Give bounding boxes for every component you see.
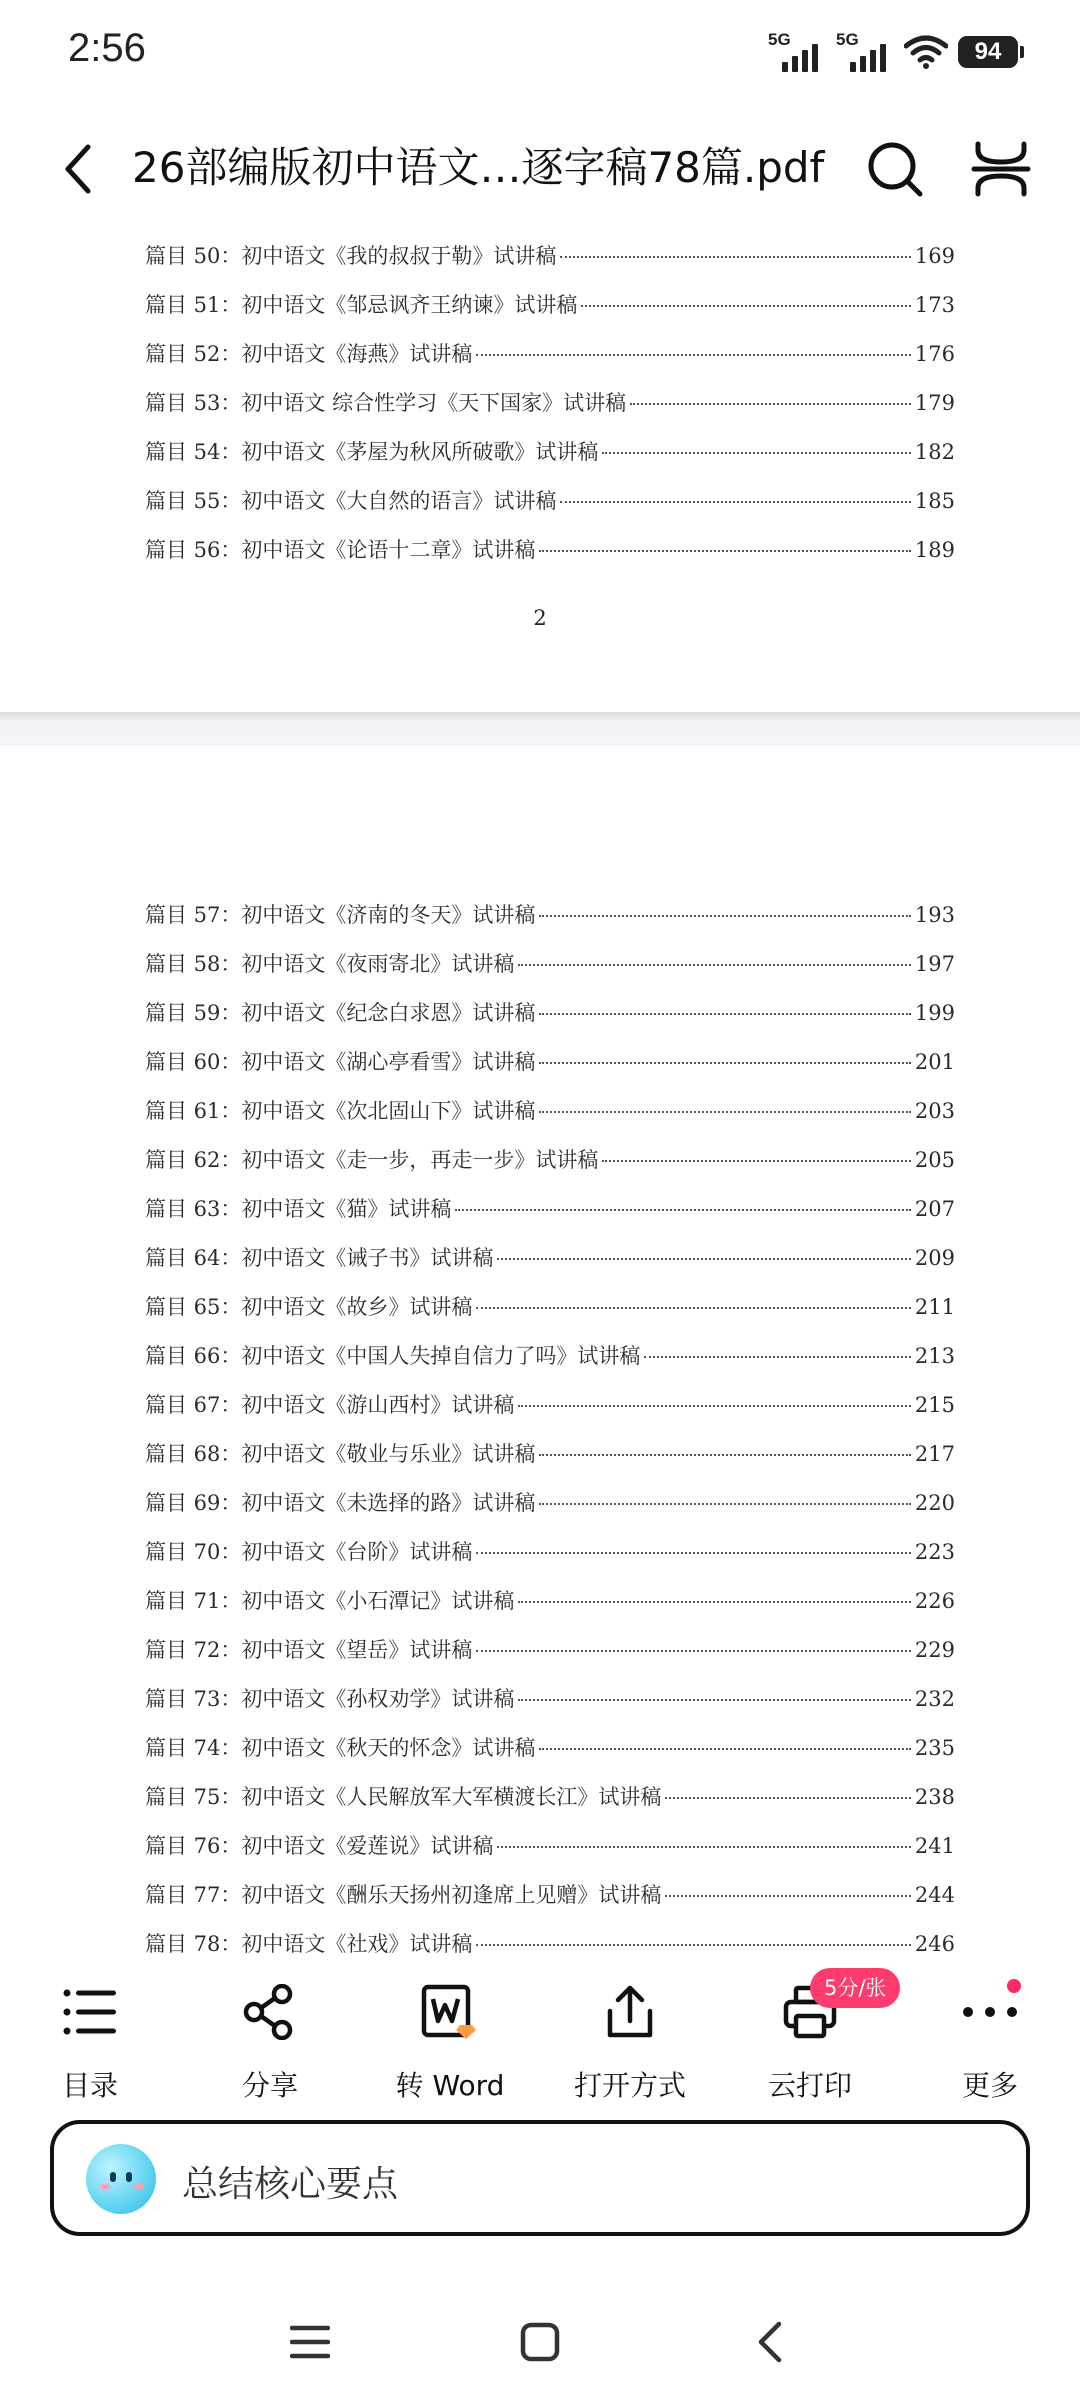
toc-leader-dots	[539, 1748, 911, 1750]
toc-leader-dots	[539, 1454, 911, 1456]
toc-entry[interactable]	[145, 1193, 955, 1233]
bottom-toolbar	[0, 1960, 1080, 2100]
toc-leader-dots	[581, 305, 911, 307]
toc-leader-dots	[476, 1552, 911, 1554]
toc-entry-title: 篇目 64：初中语文《诫子书》试讲稿	[145, 1246, 494, 1270]
toc-entry[interactable]	[145, 338, 955, 378]
toc-entry-page: 213	[914, 1344, 955, 1368]
more-button[interactable]: 更多	[915, 1976, 1065, 2096]
toc-leader-dots	[602, 1160, 911, 1162]
home-button[interactable]	[510, 2312, 570, 2372]
toc-entry-title: 篇目 54：初中语文《茅屋为秋风所破歌》试讲稿	[145, 440, 599, 464]
toc-entry-page: 203	[914, 1099, 955, 1123]
toc-entry[interactable]	[145, 1732, 955, 1772]
toc-entry-page: 238	[914, 1785, 955, 1809]
toc-entry-title: 篇目 73：初中语文《孙权劝学》试讲稿	[145, 1687, 515, 1711]
wifi-icon	[904, 34, 948, 70]
toc-entry-page: 229	[914, 1638, 955, 1662]
toc-entry-page: 199	[914, 1001, 955, 1025]
reading-mode-button[interactable]	[968, 136, 1034, 202]
toc-leader-dots	[476, 354, 911, 356]
notification-dot	[1007, 1979, 1021, 1993]
toc-entry-title: 篇目 71：初中语文《小石潭记》试讲稿	[145, 1589, 515, 1613]
signal-icon-sim2: 5G	[836, 30, 894, 74]
toc-leader-dots	[476, 1650, 911, 1652]
toc-entry[interactable]	[145, 485, 955, 525]
toc-leader-dots	[539, 1503, 911, 1505]
chevron-left-icon	[60, 141, 96, 197]
back-button[interactable]	[48, 134, 108, 204]
toc-leader-dots	[455, 1209, 911, 1211]
share-icon	[242, 1984, 298, 2040]
assistant-avatar-icon	[86, 2144, 156, 2214]
toc-entry[interactable]	[145, 1095, 955, 1135]
toc-entry-page: 232	[914, 1687, 955, 1711]
toc-entry-page: 193	[914, 903, 955, 927]
summarize-label: 总结核心要点	[182, 2164, 399, 2205]
toc-entry-page: 173	[914, 293, 955, 317]
toc-leader-dots	[476, 1944, 911, 1946]
toc-leader-dots	[560, 501, 911, 503]
toc-leader-dots	[539, 1111, 911, 1113]
toc-entry[interactable]	[145, 948, 955, 988]
toc-entry[interactable]	[145, 1683, 955, 1723]
toc-entry[interactable]	[145, 1291, 955, 1331]
toc-entry-page: 201	[914, 1050, 955, 1074]
convert-to-word-button[interactable]: 转 Word	[375, 1976, 525, 2096]
square-icon	[520, 2322, 560, 2362]
toc-entry-title: 篇目 67：初中语文《游山西村》试讲稿	[145, 1393, 515, 1417]
status-icons	[768, 30, 1018, 74]
toc-entry-title: 篇目 53：初中语文 综合性学习《天下国家》试讲稿	[145, 391, 627, 415]
toc-leader-dots	[539, 1013, 911, 1015]
toc-entry-page: 179	[914, 391, 955, 415]
toc-entry-title: 篇目 56：初中语文《论语十二章》试讲稿	[145, 538, 536, 562]
toc-entry[interactable]	[145, 1487, 955, 1527]
toc-entry[interactable]	[145, 1389, 955, 1429]
toc-leader-dots	[497, 1846, 911, 1848]
toc-entry-title: 篇目 72：初中语文《望岳》试讲稿	[145, 1638, 473, 1662]
toc-entry[interactable]	[145, 1536, 955, 1576]
toc-entry-title: 篇目 77：初中语文《酬乐天扬州初逢席上见赠》试讲稿	[145, 1883, 662, 1907]
system-back-button[interactable]	[740, 2312, 800, 2372]
search-button[interactable]	[862, 136, 928, 202]
toc-entry[interactable]	[145, 534, 955, 574]
status-time: 2:56	[68, 26, 146, 70]
toc-leader-dots	[630, 403, 911, 405]
toc-entry-title: 篇目 50：初中语文《我的叔叔于勒》试讲稿	[145, 244, 557, 268]
cloud-print-button[interactable]: 云打印	[735, 1976, 885, 2096]
battery-icon: 94	[958, 36, 1018, 68]
toc-leader-dots	[518, 1699, 911, 1701]
toc-entry-page: 217	[914, 1442, 955, 1466]
status-bar	[0, 0, 1080, 100]
toc-entry[interactable]	[145, 240, 955, 280]
toc-leader-dots	[539, 550, 911, 552]
page-separator	[0, 712, 1080, 746]
toc-entry-title: 篇目 74：初中语文《秋天的怀念》试讲稿	[145, 1736, 536, 1760]
share-button[interactable]: 分享	[195, 1976, 345, 2096]
toc-entry-title: 篇目 55：初中语文《大自然的语言》试讲稿	[145, 489, 557, 513]
toc-entry[interactable]	[145, 1144, 955, 1184]
toc-entry[interactable]	[145, 1830, 955, 1870]
toc-entry[interactable]	[145, 1046, 955, 1086]
toc-leader-dots	[518, 1601, 911, 1603]
toc-entry-page: 211	[914, 1295, 955, 1319]
contents-button[interactable]: 目录	[15, 1976, 165, 2096]
app-header	[0, 110, 1080, 230]
toc-entry-title: 篇目 70：初中语文《台阶》试讲稿	[145, 1540, 473, 1564]
toc-entry[interactable]	[145, 1585, 955, 1625]
toc-entry-title: 篇目 57：初中语文《济南的冬天》试讲稿	[145, 903, 536, 927]
toc-entry-title: 篇目 65：初中语文《故乡》试讲稿	[145, 1295, 473, 1319]
toc-entry-page: 246	[914, 1932, 955, 1956]
toc-entry-title: 篇目 62：初中语文《走一步，再走一步》试讲稿	[145, 1148, 599, 1172]
toc-entry[interactable]	[145, 1242, 955, 1282]
toc-leader-dots	[665, 1895, 911, 1897]
toc-entry-title: 篇目 75：初中语文《人民解放军大军横渡长江》试讲稿	[145, 1785, 662, 1809]
page-number: 2	[533, 606, 547, 630]
toc-leader-dots	[539, 1062, 911, 1064]
toc-leader-dots	[560, 256, 911, 258]
toc-entry-page: 182	[914, 440, 955, 464]
recent-apps-button[interactable]	[280, 2312, 340, 2372]
summarize-key-points-button[interactable]	[50, 2120, 1030, 2236]
toc-leader-dots	[602, 452, 911, 454]
toc-entry-title: 篇目 69：初中语文《未选择的路》试讲稿	[145, 1491, 536, 1515]
toc-entry-title: 篇目 76：初中语文《爱莲说》试讲稿	[145, 1834, 494, 1858]
toc-entry[interactable]	[145, 1634, 955, 1674]
toc-entry-page: 169	[914, 244, 955, 268]
toc-entry-title: 篇目 60：初中语文《湖心亭看雪》试讲稿	[145, 1050, 536, 1074]
signal-icon-sim1: 5G	[768, 30, 826, 74]
toc-entry-page: 207	[914, 1197, 955, 1221]
more-icon	[960, 2002, 1020, 2022]
system-nav-bar	[0, 2280, 1080, 2401]
toc-entry-title: 篇目 63：初中语文《猫》试讲稿	[145, 1197, 452, 1221]
toc-entry-page: 215	[914, 1393, 955, 1417]
toc-leader-dots	[518, 1405, 911, 1407]
toc-entry[interactable]	[145, 899, 955, 939]
toc-leader-dots	[665, 1797, 911, 1799]
toc-entry-title: 篇目 52：初中语文《海燕》试讲稿	[145, 342, 473, 366]
toc-entry-page: 241	[914, 1834, 955, 1858]
toc-entry[interactable]	[145, 387, 955, 427]
toc-entry[interactable]	[145, 436, 955, 476]
toc-leader-dots	[497, 1258, 911, 1260]
toc-entry-page: 189	[914, 538, 955, 562]
toc-entry-page: 176	[914, 342, 955, 366]
word-icon	[420, 1983, 480, 2041]
toc-entry-title: 篇目 51：初中语文《邹忌讽齐王纳谏》试讲稿	[145, 293, 578, 317]
toc-entry[interactable]	[145, 1781, 955, 1821]
toc-entry-title: 篇目 59：初中语文《纪念白求恩》试讲稿	[145, 1001, 536, 1025]
toc-entry-page: 209	[914, 1246, 955, 1270]
toc-entry-title: 篇目 66：初中语文《中国人失掉自信力了吗》试讲稿	[145, 1344, 641, 1368]
toc-leader-dots	[476, 1307, 911, 1309]
toc-entry-page: 220	[914, 1491, 955, 1515]
reading-mode-icon	[968, 136, 1034, 202]
toc-entry-page: 205	[914, 1148, 955, 1172]
toc-entry-page: 185	[914, 489, 955, 513]
list-icon	[62, 1987, 118, 2037]
toc-entry[interactable]	[145, 1340, 955, 1380]
upload-icon	[602, 1983, 658, 2041]
toc-entry-page: 244	[914, 1883, 955, 1907]
document-title: 26部编版初中语文…逐字稿78篇.pdf	[132, 143, 825, 192]
toc-entry-title: 篇目 58：初中语文《夜雨寄北》试讲稿	[145, 952, 515, 976]
pdf-page-1	[0, 228, 1080, 712]
toc-entry[interactable]	[145, 1879, 955, 1919]
pdf-page-2	[0, 746, 1080, 1966]
toc-entry-page: 235	[914, 1736, 955, 1760]
toc-entry-title: 篇目 61：初中语文《次北固山下》试讲稿	[145, 1099, 536, 1123]
menu-icon	[290, 2324, 330, 2360]
toc-entry-page: 223	[914, 1540, 955, 1564]
toc-entry-page: 226	[914, 1589, 955, 1613]
toc-entry-title: 篇目 68：初中语文《敬业与乐业》试讲稿	[145, 1442, 536, 1466]
toc-entry[interactable]	[145, 289, 955, 329]
toc-entry[interactable]	[145, 1438, 955, 1478]
toc-leader-dots	[644, 1356, 911, 1358]
toc-entry-page: 197	[914, 952, 955, 976]
chevron-left-icon	[755, 2320, 785, 2364]
toc-entry-title: 篇目 78：初中语文《社戏》试讲稿	[145, 1932, 473, 1956]
open-with-button[interactable]: 打开方式	[555, 1976, 705, 2096]
search-icon	[862, 136, 928, 202]
toc-leader-dots	[518, 964, 911, 966]
print-price-badge: 5分/张	[810, 1968, 900, 2008]
toc-entry[interactable]	[145, 997, 955, 1037]
toc-leader-dots	[539, 915, 911, 917]
